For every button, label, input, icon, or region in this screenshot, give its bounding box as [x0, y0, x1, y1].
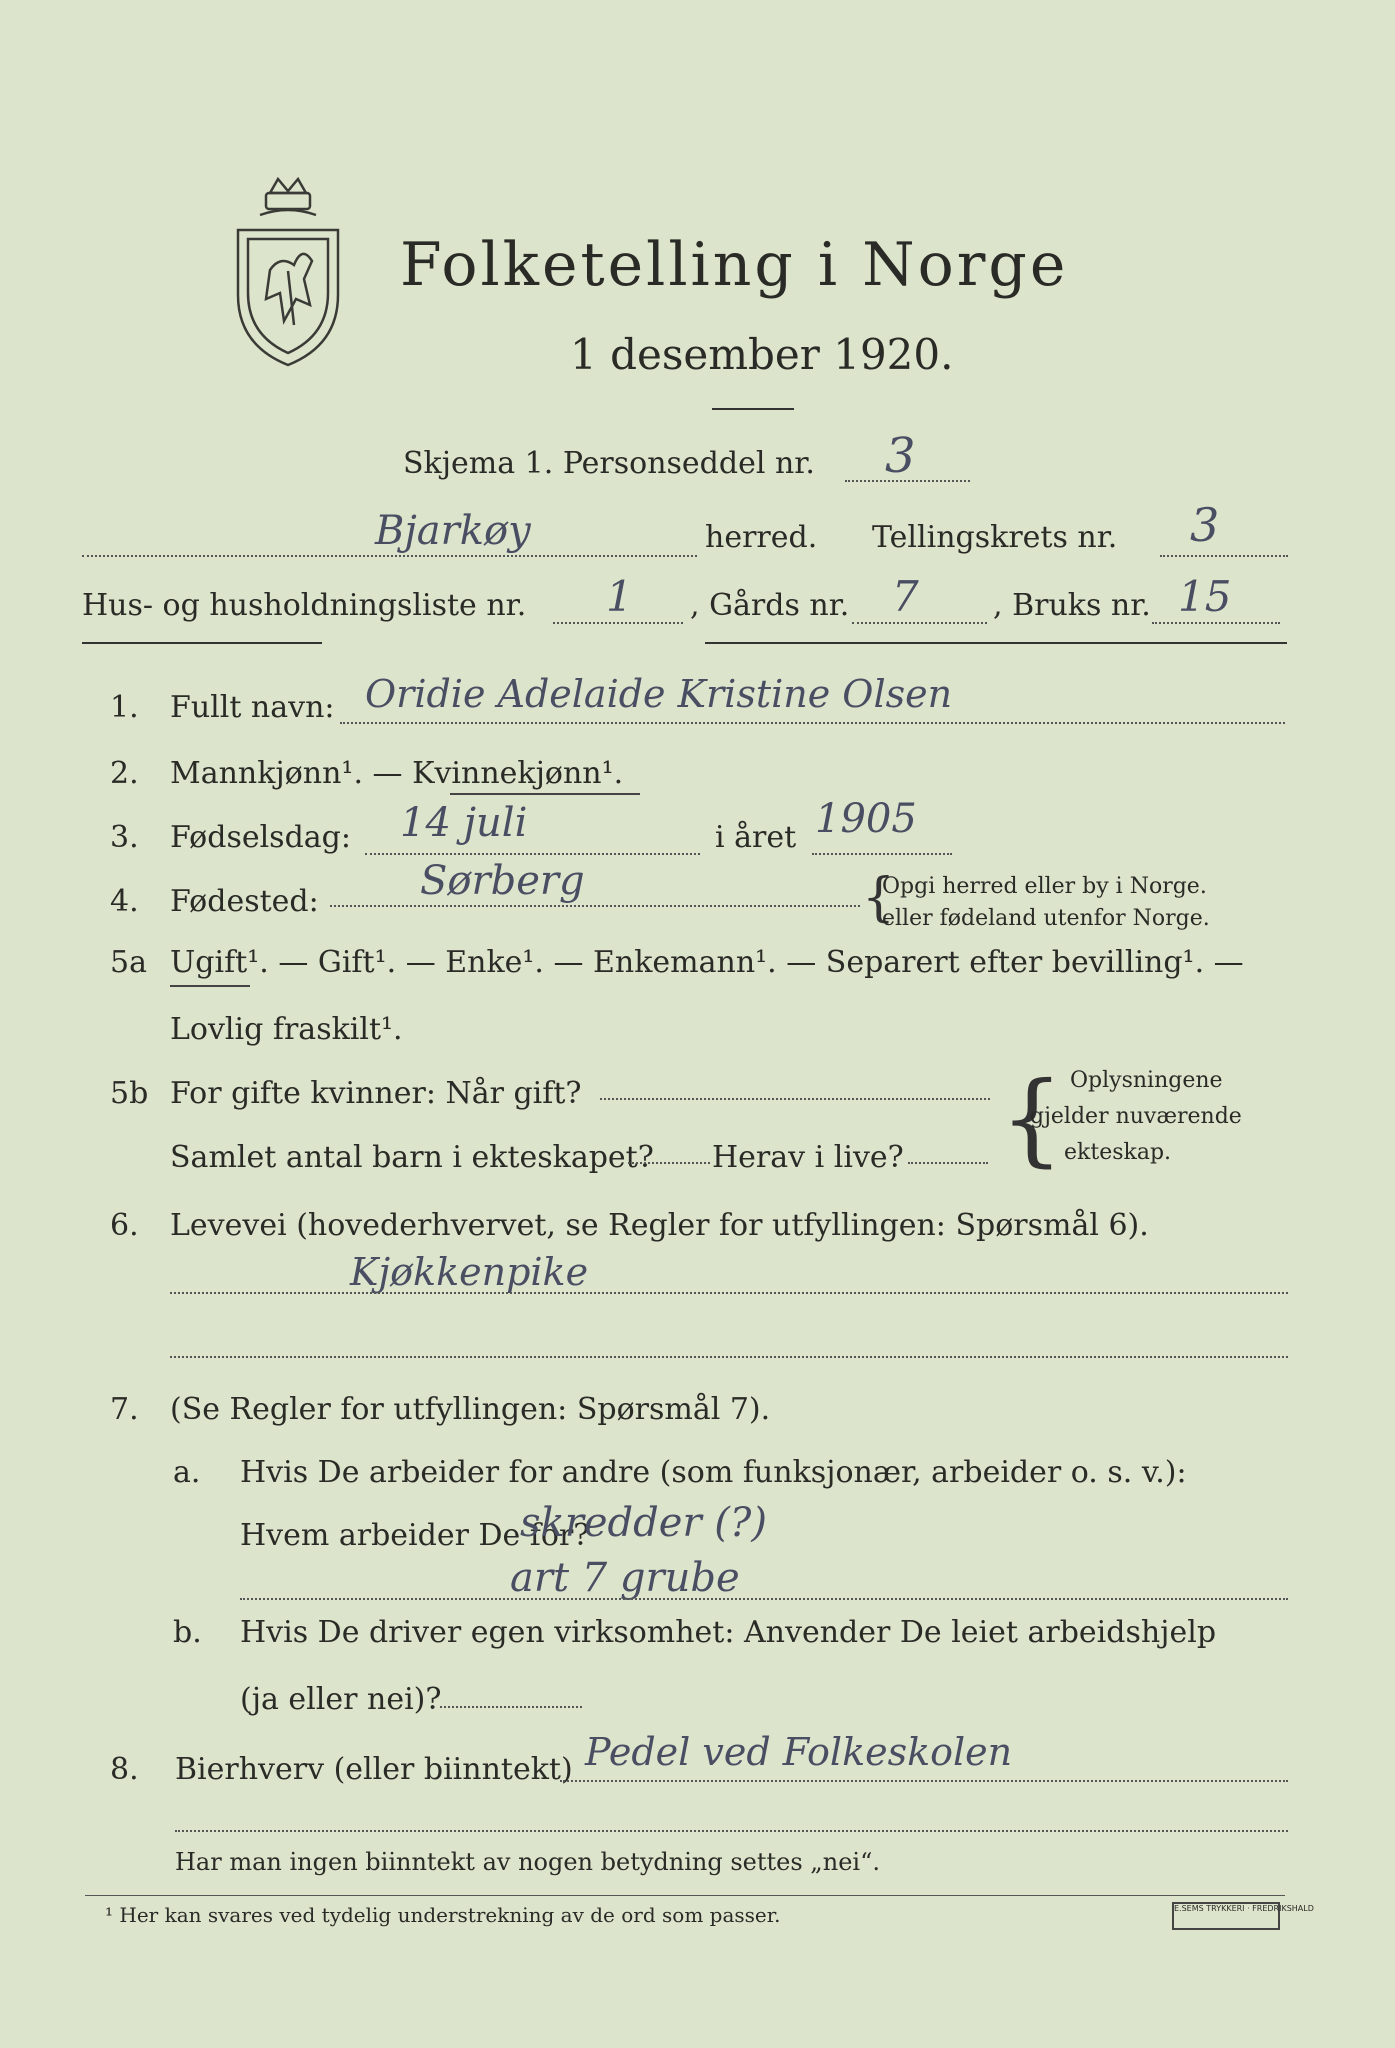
q7b-answer-label: (ja eller nei)?: [240, 1682, 442, 1717]
secondary-income-value: Pedel ved Folkeskolen: [585, 1730, 1013, 1774]
title-divider: [712, 408, 794, 410]
schema-label: Skjema 1. Personseddel nr.: [403, 446, 815, 481]
coat-of-arms-icon: [230, 175, 346, 370]
gender-options: Mannkjønn¹. — Kvinnekjønn¹.: [170, 756, 624, 791]
q3-number: 3.: [110, 820, 139, 855]
alive-label: Herav i live?: [712, 1140, 904, 1175]
gards-label: , Gårds nr.: [690, 588, 850, 623]
birthplace-note-1: Opgi herred eller by i Norge.: [882, 874, 1207, 899]
q2-number: 2.: [110, 756, 139, 791]
marital-underline: [170, 985, 250, 987]
herred-label: herred.: [705, 520, 818, 555]
personseddel-number: 3: [885, 428, 916, 484]
q7b-label: Hvis De driver egen virksomhet: Anvender De leiet arbeidshjelp: [240, 1615, 1217, 1650]
marital-status-options-2: Lovlig fraskilt¹.: [170, 1012, 403, 1047]
q7-number: 7.: [110, 1392, 139, 1427]
birthplace-label: Fødested:: [170, 884, 319, 919]
census-date: 1 desember 1920.: [570, 330, 954, 379]
birthday-value: 14 juli: [400, 800, 528, 846]
husholdningsliste-label: Hus- og husholdningsliste nr.: [82, 588, 527, 623]
birthday-label: Fødselsdag:: [170, 820, 351, 855]
husholdningsliste-number: 1: [606, 572, 633, 621]
employer-label: Hvem arbeider De for?: [240, 1518, 590, 1553]
q7a-label: Hvis De arbeider for andre (som funksjonær, arbeider o. s. v.):: [240, 1455, 1187, 1490]
q1-number: 1.: [110, 690, 139, 725]
secondary-income-label: Bierhverv (eller biinntekt): [175, 1752, 573, 1787]
marital-status-options: Ugift¹. — Gift¹. — Enke¹. — Enkemann¹. — Separert efter bevilling¹. —: [170, 945, 1244, 980]
full-name-value: Oridie Adelaide Kristine Olsen: [365, 672, 953, 716]
employer-value-2: art 7 grube: [510, 1555, 740, 1601]
q7b-letter: b.: [173, 1615, 202, 1650]
marriage-note-2: gjelder nuværende: [1030, 1104, 1242, 1129]
birthplace-note-2: eller fødeland utenfor Norge.: [882, 906, 1210, 931]
married-when-label: For gifte kvinner: Når gift?: [170, 1076, 582, 1111]
q8-number: 8.: [110, 1752, 139, 1787]
birth-year-label: i året: [715, 820, 797, 855]
full-name-label: Fullt navn:: [170, 690, 335, 725]
income-note: Har man ingen biinntekt av nogen betydning settes „nei“.: [175, 1848, 880, 1876]
gender-underline: [450, 793, 640, 795]
marriage-note-1: Oplysningene: [1070, 1068, 1223, 1093]
occupation-value: Kjøkkenpike: [350, 1250, 589, 1294]
children-label: Samlet antal barn i ekteskapet?: [170, 1140, 654, 1175]
marriage-note-3: ekteskap.: [1064, 1140, 1172, 1165]
bruks-number: 15: [1178, 572, 1232, 621]
q5b-number: 5b: [110, 1076, 149, 1111]
q4-number: 4.: [110, 884, 139, 919]
herred-name: Bjarkøy: [375, 508, 531, 554]
birthplace-value: Sørberg: [420, 858, 585, 904]
printer-stamp: E.SEMS TRYKKERI · FREDRIKSHALD: [1172, 1902, 1280, 1930]
form-title: Folketelling i Norge: [400, 230, 1069, 300]
employer-value: skredder (?): [520, 1500, 767, 1546]
q6-number: 6.: [110, 1208, 139, 1243]
occupation-label: Levevei (hovederhvervet, se Regler for utfyllingen: Spørsmål 6).: [170, 1208, 1149, 1243]
q5a-number: 5a: [110, 945, 147, 980]
gards-number: 7: [892, 572, 919, 621]
q7a-letter: a.: [173, 1455, 201, 1490]
tellingskrets-label: Tellingskrets nr.: [872, 520, 1118, 555]
census-form-page: Folketelling i Norge 1 desember 1920. Skjema 1. Personseddel nr. 3 Bjarkøy herred. Tellingskrets nr. 3 Hus- og husholdningsliste nr. 1 , Gårds nr. 7 , Bruks nr. 15 1. Fullt navn: Oridie Adelaide Kristine Olsen 2. Mannkjønn¹. — Kvinnekjønn¹. 3. Fødselsdag: 14 juli i året 1905 4. Fødested: Sørberg { Opgi herred eller by i Norge. eller fødeland utenfor Norge. 5a Ugift¹. — Gift¹. — Enke¹. — Enkemann¹. — Separert efter bevilling¹. — Lovlig fraskilt¹. 5b For gifte kvinner: Når gift? Samlet antal barn i ekteskapet? Herav i live? { Oplysningene gjelder nuværende ekteskap. 6. Levevei (hovederhvervet, se Regler for utfyllingen: Spørsmål 6). Kjøkkenpike 7. (Se Regler for utfyllingen: Spørsmål 7). a. Hvis De arbeider for andre (som funksjonær, arbeider o. s. v.): Hvem arbeider De for? skredder (?) art 7 grube b. Hvis De driver egen virksomhet: Anvender De leiet arbeidshjelp (ja eller nei)? 8. Bierhverv (eller biinntekt) Pedel ved Folkeskolen Har man ingen biinntekt av nogen betydning settes „nei“. ¹ Her kan svares ved tydelig understrekning av de ord som passer. E.SEMS TRYKKERI · FREDRIKSHALD: [0, 0, 1395, 2048]
tellingskrets-number: 3: [1190, 498, 1220, 552]
footnote: ¹ Her kan svares ved tydelig understrekning av de ord som passer.: [105, 1903, 781, 1927]
q7-label: (Se Regler for utfyllingen: Spørsmål 7).: [170, 1392, 771, 1427]
birth-year-value: 1905: [815, 796, 917, 842]
bruks-label: , Bruks nr.: [993, 588, 1151, 623]
